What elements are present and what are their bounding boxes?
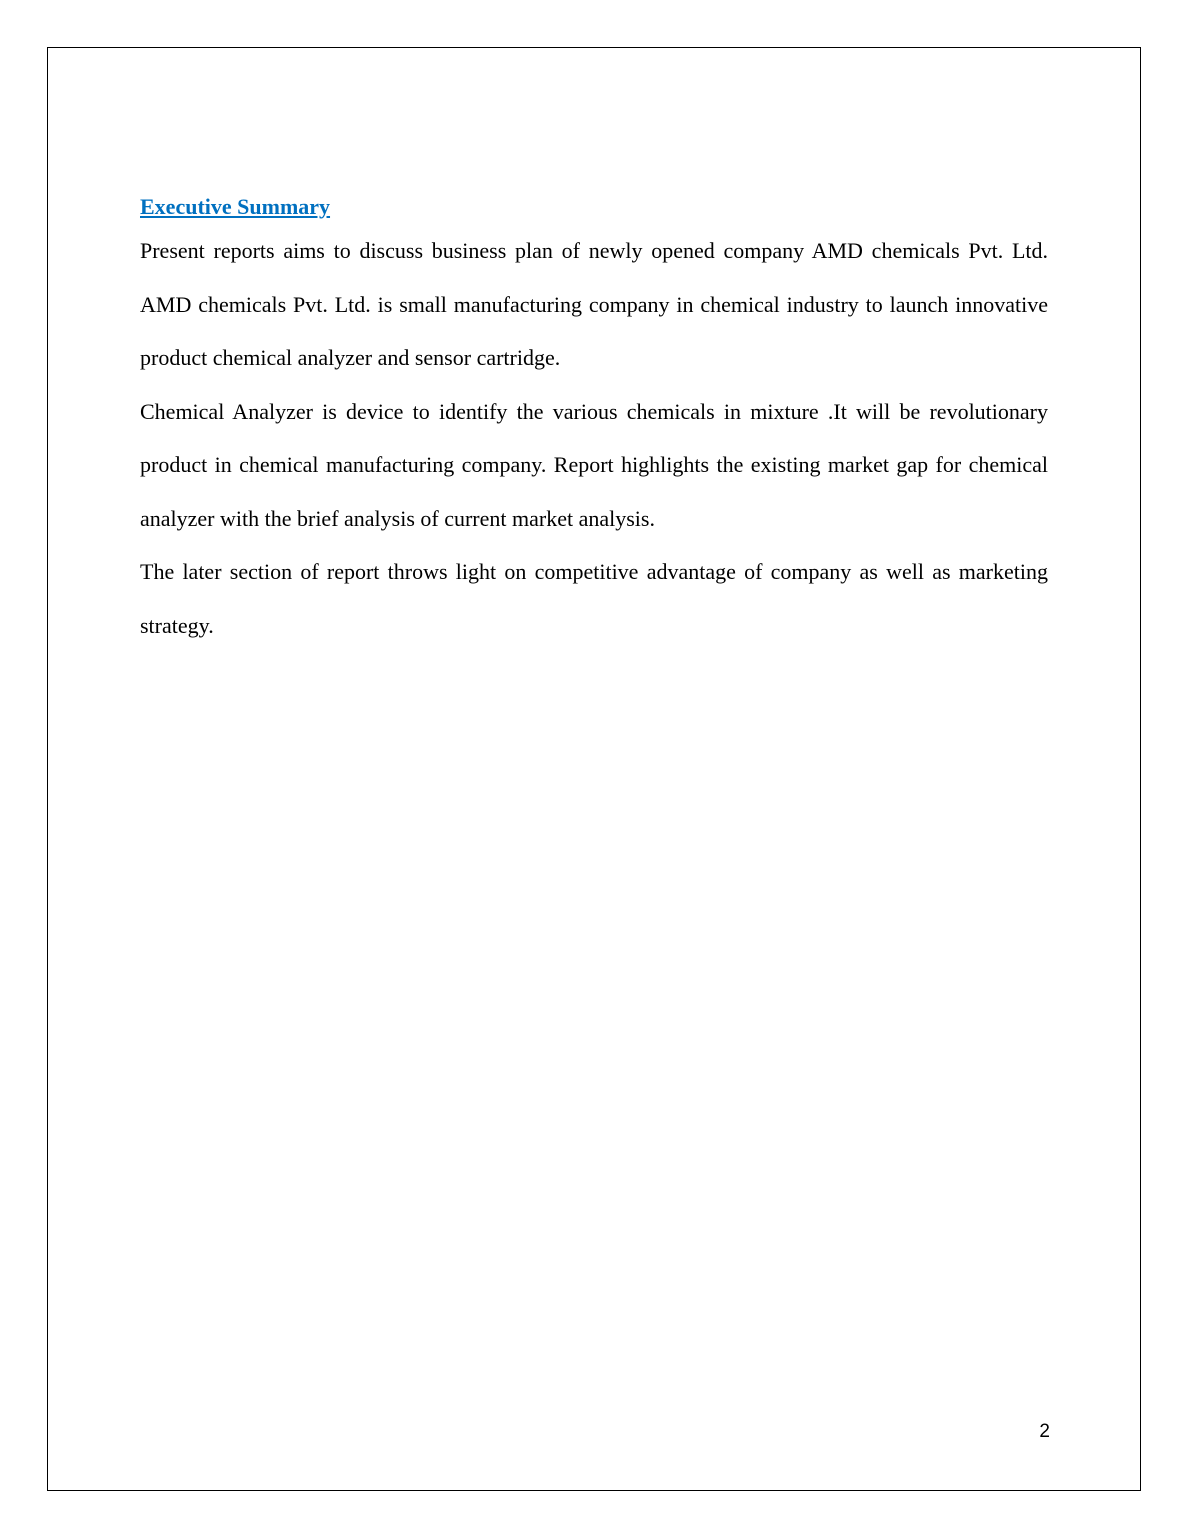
- paragraph-strategy: The later section of report throws light on competitive advantage of company as well as marketing strategy.: [140, 559, 1048, 638]
- page-number: 2: [1039, 1421, 1050, 1442]
- document-body: [140, 190, 1048, 662]
- paragraph-analyzer: Chemical Analyzer is device to identify the various chemicals in mixture .It will be revolutionary product in chemical manufacturing company. Report highlights the existing market gap for chemical analyzer with the brief analysis of current market analysis.: [140, 398, 1048, 531]
- section-heading: Executive Summary: [140, 194, 331, 219]
- paragraph-intro: Present reports aims to discuss business plan of newly opened company AMD chemicals Pvt. Ltd. AMD chemicals Pvt. Ltd. is small manufacturing company in chemical industry to launch innovative product chemical analyzer and sensor cartridge.: [140, 238, 1048, 370]
